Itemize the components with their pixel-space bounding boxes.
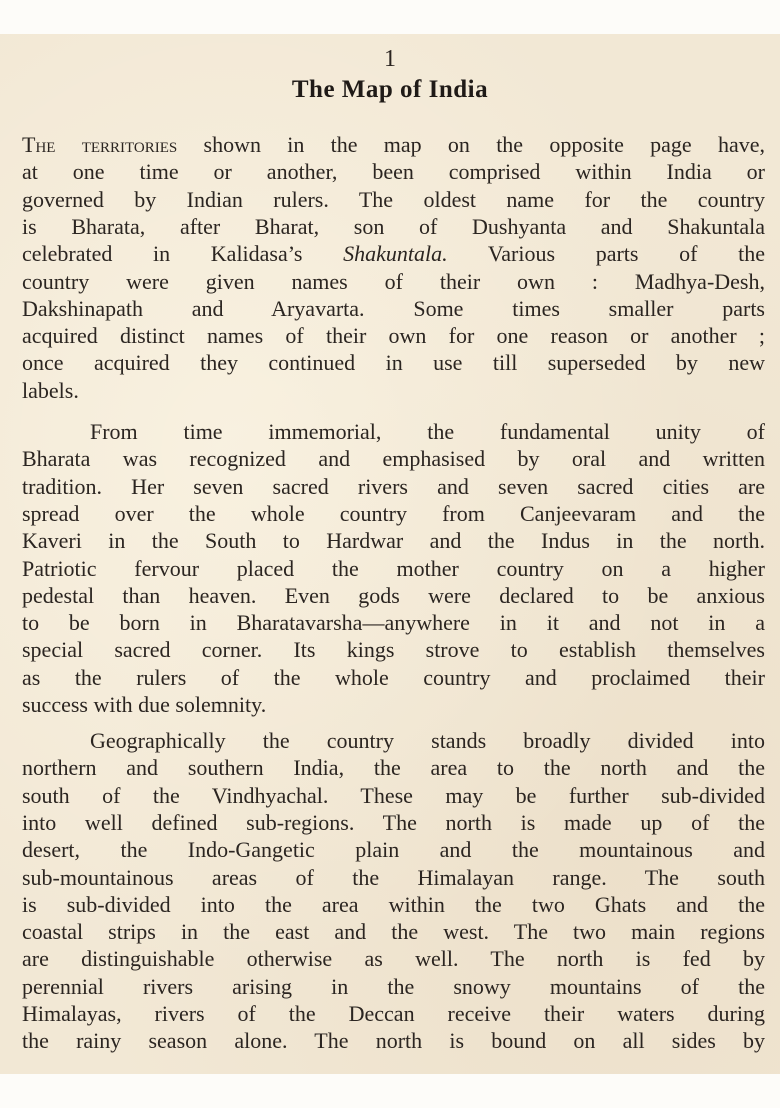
text-line: Geographically the country stands broadly divided into [90, 728, 765, 753]
text-line: is Bharata, after Bharat, son of Dushyanta and Shakuntala [22, 213, 765, 239]
text-line: Bharata was recognized and emphasised by oral and written [22, 446, 765, 472]
text-line: once acquired they continued in use till superseded by new [22, 350, 765, 376]
text-line: Kaveri in the South to Hardwar and the Indus in the north. [22, 528, 765, 554]
text-line: into well defined sub-regions. The north is made up of the [22, 809, 765, 835]
text-line: as the rulers of the whole country and proclaimed their [22, 664, 765, 690]
text-line: The territories shown in the map on the opposite page have, [22, 132, 765, 157]
text-line: spread over the whole country from Canjeevaram and the [22, 500, 765, 526]
text-line: sub-mountainous areas of the Himalayan range. The south [22, 864, 765, 890]
text-line: celebrated in Kalidasa’s Shakuntala. Various parts of the [22, 241, 765, 267]
text-line: northern and southern India, the area to the north and the [22, 755, 765, 781]
text-line: governed by Indian rulers. The oldest name for the country [22, 186, 765, 212]
page-number: 1 [384, 46, 396, 72]
text-line: country were given names of their own : Madhya-Desh, [22, 268, 765, 294]
lead-in-small-caps: The territories [22, 132, 178, 157]
text-line: are distinguishable otherwise as well. The north is fed by [22, 946, 765, 972]
text-line: to be born in Bharatavarsha—anywhere in it and not in a [22, 610, 765, 636]
text-line: pedestal than heaven. Even gods were declared to be anxious [22, 582, 765, 608]
text-line: acquired distinct names of their own for one reason or another ; [22, 323, 765, 349]
text-line: Himalayas, rivers of the Deccan receive their waters during [22, 1001, 765, 1026]
page-title: The Map of India [291, 76, 489, 103]
text-line: the rainy season alone. The north is bound on all sides by [22, 1028, 765, 1054]
italic-work-title: Shakuntala. [343, 241, 448, 267]
text-line: Dakshinapath and Aryavarta. Some times smaller parts [22, 295, 765, 321]
text-line: south of the Vindhyachal. These may be further sub-divided [22, 782, 765, 808]
text-line: From time immemorial, the fundamental unity of [90, 419, 765, 444]
text-line: coastal strips in the east and the west. The two main regions [22, 919, 765, 945]
text-line: is sub-divided into the area within the two Ghats and the [22, 891, 765, 917]
text-line: special sacred corner. Its kings strove to establish themselves [22, 637, 765, 663]
text-line: tradition. Her seven sacred rivers and seven sacred cities are [22, 473, 765, 499]
text-line: desert, the Indo-Gangetic plain and the mountainous and [22, 837, 765, 863]
text-line: labels. [22, 377, 79, 403]
text-line: Patriotic fervour placed the mother country on a higher [22, 555, 765, 581]
text-line: at one time or another, been comprised within India or [22, 159, 765, 185]
text-line: success with due solemnity. [22, 692, 267, 717]
text-line: perennial rivers arising in the snowy mountains of the [22, 973, 765, 999]
